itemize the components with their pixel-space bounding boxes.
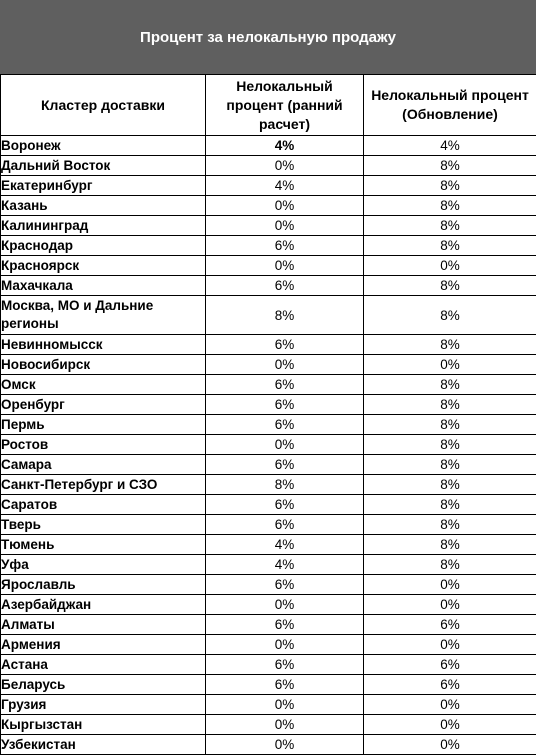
cluster-name: Казань: [1, 196, 206, 216]
early-percent: 6%: [206, 495, 364, 515]
updated-percent: 6%: [364, 615, 536, 635]
table-row: [1, 535, 536, 555]
early-percent: 8%: [206, 475, 364, 495]
updated-percent: 8%: [364, 495, 536, 515]
table-row: [1, 276, 536, 296]
updated-percent: 8%: [364, 335, 536, 355]
updated-percent: 6%: [364, 675, 536, 695]
early-percent: 6%: [206, 335, 364, 355]
updated-percent: 8%: [364, 276, 536, 296]
early-percent: 6%: [206, 655, 364, 675]
early-percent: 0%: [206, 156, 364, 176]
cluster-name: Кыргызстан: [1, 715, 206, 735]
cluster-name: Красноярск: [1, 256, 206, 276]
table-row: [1, 296, 536, 335]
cluster-name: Астана: [1, 655, 206, 675]
early-percent: 6%: [206, 575, 364, 595]
early-percent: 6%: [206, 395, 364, 415]
early-percent: 0%: [206, 715, 364, 735]
cluster-name: Грузия: [1, 695, 206, 715]
header-cluster: Кластер доставки: [1, 75, 206, 136]
early-percent: 4%: [206, 535, 364, 555]
early-percent: 4%: [206, 136, 364, 156]
cluster-name: Саратов: [1, 495, 206, 515]
cluster-name: Пермь: [1, 415, 206, 435]
cluster-name: Омск: [1, 375, 206, 395]
table-row: [1, 256, 536, 276]
table-row: [1, 156, 536, 176]
table-row: [1, 495, 536, 515]
cluster-name: Калининград: [1, 216, 206, 236]
updated-percent: 8%: [364, 375, 536, 395]
cluster-name: Тверь: [1, 515, 206, 535]
cluster-name: Санкт-Петербург и СЗО: [1, 475, 206, 495]
early-percent: 6%: [206, 515, 364, 535]
cluster-name: Екатеринбург: [1, 176, 206, 196]
early-percent: 6%: [206, 276, 364, 296]
table-row: [1, 355, 536, 375]
cluster-name: Воронеж: [1, 136, 206, 156]
updated-percent: 8%: [364, 435, 536, 455]
table-row: [1, 735, 536, 755]
updated-percent: 8%: [364, 395, 536, 415]
updated-percent: 8%: [364, 196, 536, 216]
table-row: [1, 555, 536, 575]
table-row: [1, 455, 536, 475]
updated-percent: 8%: [364, 156, 536, 176]
early-percent: 6%: [206, 455, 364, 475]
table-row: [1, 395, 536, 415]
early-percent: 0%: [206, 595, 364, 615]
table-row: [1, 136, 536, 156]
cluster-name: Краснодар: [1, 236, 206, 256]
updated-percent: 8%: [364, 455, 536, 475]
cluster-name: Новосибирск: [1, 355, 206, 375]
table-row: [1, 695, 536, 715]
table-row: [1, 475, 536, 495]
updated-percent: 8%: [364, 216, 536, 236]
early-percent: 0%: [206, 355, 364, 375]
cluster-name: Уфа: [1, 555, 206, 575]
cluster-name: Оренбург: [1, 395, 206, 415]
table-row: [1, 575, 536, 595]
early-percent: 0%: [206, 196, 364, 216]
updated-percent: 8%: [364, 555, 536, 575]
table-title: Процент за нелокальную продажу: [0, 0, 536, 74]
early-percent: 0%: [206, 435, 364, 455]
early-percent: 0%: [206, 256, 364, 276]
cluster-name: Тюмень: [1, 535, 206, 555]
early-percent: 4%: [206, 555, 364, 575]
updated-percent: 0%: [364, 575, 536, 595]
table-row: [1, 196, 536, 216]
cluster-name: Алматы: [1, 615, 206, 635]
cluster-name: Ростов: [1, 435, 206, 455]
early-percent: 6%: [206, 615, 364, 635]
percentage-table: [0, 74, 536, 755]
cluster-name: Армения: [1, 635, 206, 655]
table-row: [1, 655, 536, 675]
table-row: [1, 435, 536, 455]
updated-percent: 8%: [364, 515, 536, 535]
header-early-percent: Нелокальный процент (ранний расчет): [206, 75, 364, 136]
early-percent: 0%: [206, 695, 364, 715]
updated-percent: 0%: [364, 256, 536, 276]
table-row: [1, 176, 536, 196]
cluster-name: Самара: [1, 455, 206, 475]
table-row: [1, 675, 536, 695]
early-percent: 6%: [206, 236, 364, 256]
updated-percent: 8%: [364, 176, 536, 196]
cluster-name: Невинномысск: [1, 335, 206, 355]
cluster-name: Москва, МО и Дальние регионы: [1, 296, 206, 335]
header-row: [1, 75, 536, 136]
updated-percent: 8%: [364, 475, 536, 495]
cluster-name: Махачкала: [1, 276, 206, 296]
cluster-name: Ярославль: [1, 575, 206, 595]
updated-percent: 0%: [364, 355, 536, 375]
cluster-name: Беларусь: [1, 675, 206, 695]
updated-percent: 8%: [364, 535, 536, 555]
table-row: [1, 715, 536, 735]
early-percent: 6%: [206, 675, 364, 695]
early-percent: 0%: [206, 635, 364, 655]
early-percent: 8%: [206, 296, 364, 335]
early-percent: 6%: [206, 375, 364, 395]
early-percent: 0%: [206, 735, 364, 755]
header-updated-percent: Нелокальный процент (Обновление): [364, 75, 536, 136]
table-row: [1, 335, 536, 355]
cluster-name: Азербайджан: [1, 595, 206, 615]
table-row: [1, 415, 536, 435]
early-percent: 4%: [206, 176, 364, 196]
table-row: [1, 515, 536, 535]
updated-percent: 0%: [364, 595, 536, 615]
table-row: [1, 216, 536, 236]
updated-percent: 4%: [364, 136, 536, 156]
updated-percent: 0%: [364, 715, 536, 735]
early-percent: 0%: [206, 216, 364, 236]
table-row: [1, 236, 536, 256]
cluster-name: Дальний Восток: [1, 156, 206, 176]
table-row: [1, 635, 536, 655]
updated-percent: 8%: [364, 296, 536, 335]
early-percent: 6%: [206, 415, 364, 435]
updated-percent: 0%: [364, 695, 536, 715]
updated-percent: 0%: [364, 735, 536, 755]
cluster-name: Узбекистан: [1, 735, 206, 755]
updated-percent: 0%: [364, 635, 536, 655]
table-row: [1, 375, 536, 395]
updated-percent: 8%: [364, 236, 536, 256]
table-row: [1, 615, 536, 635]
table-row: [1, 595, 536, 615]
updated-percent: 8%: [364, 415, 536, 435]
updated-percent: 6%: [364, 655, 536, 675]
